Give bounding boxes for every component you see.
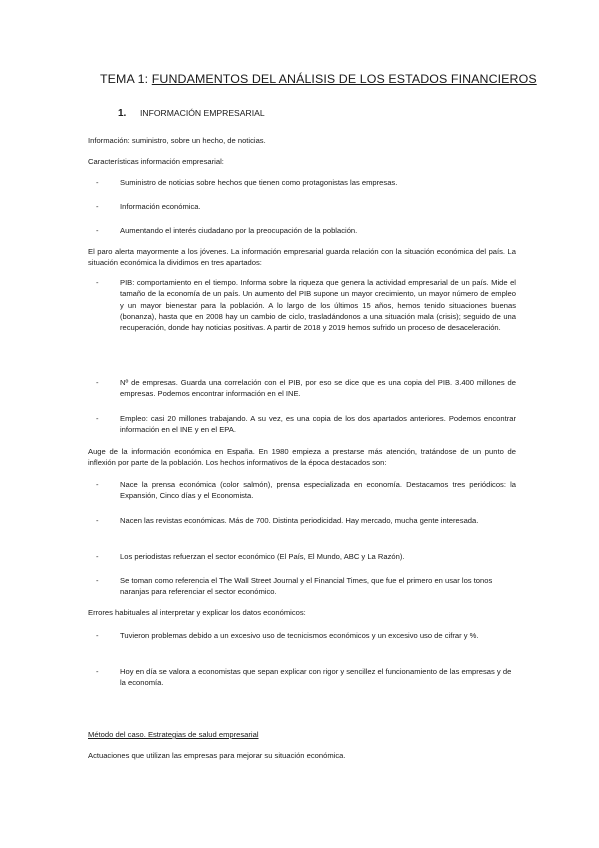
list-item-text: PIB: comportamiento en el tiempo. Informa sobre la riqueza que genera la actividad empresarial de un país. Mide el tamaño de la economía de un país. Un aumento del PIB supone un mayor crecimiento, un mayor número de empleo y un mayor bienestar para la población. A lo largo de los últimos 15 años, hemos tenido situaciones buenas (bonanza), hasta que en 2008 hay un cambio de ciclo, trasladándonos a una situación mala (crisis); seguido de una recuperación, donde hay noticias positivas. A partir de 2018 y 2019 hemos sufrido un proceso de desaceleración. bbox=[120, 278, 516, 333]
bullet-marker: - bbox=[96, 667, 99, 676]
list-item-text: Nº de empresas. Guarda una correlación con el PIB, por eso se dice que es una copia del PIB. 3.400 millones de empresas. Podemos encontrar información en el INE. bbox=[120, 378, 516, 399]
list-item-text: Información económica. bbox=[120, 202, 201, 211]
list-item-text: Hoy en día se valora a economistas que sepan explicar con rigor y sencillez el funcionamiento de las empresas y de la economía. bbox=[120, 667, 512, 688]
list-item bbox=[96, 551, 516, 562]
bullet-marker: - bbox=[96, 178, 99, 187]
auge-paragraph: Auge de la información económica en España. En 1980 empieza a prestarse más atención, tratándose de un punto de inflexión por parte de la población. Los hechos informativos de la época destacados son: bbox=[88, 447, 516, 468]
bullet-marker: - bbox=[96, 552, 99, 561]
bullet-marker: - bbox=[96, 278, 99, 287]
list-item-text: Empleo: casi 20 millones trabajando. A su vez, es una copia de los dos apartados anteriores. Podemos encontrar información en el INE y en el EPA. bbox=[120, 414, 516, 435]
actuaciones-paragraph: Actuaciones que utilizan las empresas para mejorar su situación económica. bbox=[88, 751, 346, 760]
bullet-marker: - bbox=[96, 631, 99, 640]
bullet-marker: - bbox=[96, 226, 99, 235]
list-item bbox=[96, 575, 516, 598]
list-item-text: Suministro de noticias sobre hechos que tienen como protagonistas las empresas. bbox=[120, 178, 398, 187]
section-heading bbox=[118, 108, 265, 119]
title-prefix: TEMA 1: bbox=[100, 72, 152, 86]
bullet-marker: - bbox=[96, 576, 99, 585]
bullet-marker: - bbox=[96, 378, 99, 387]
list-item-text: Aumentando el interés ciudadano por la preocupación de la población. bbox=[120, 226, 358, 235]
list-item bbox=[96, 666, 516, 689]
bullet-marker: - bbox=[96, 202, 99, 211]
list-item bbox=[96, 177, 516, 188]
document-title bbox=[100, 72, 537, 86]
list-item bbox=[96, 630, 516, 641]
metodo-heading: Método del caso. Estrategias de salud empresarial bbox=[88, 730, 259, 739]
list-item-text: Nace la prensa económica (color salmón), prensa especializada en economía. Destacamos tres periódicos: la Expansión, Cinco días y el Economista. bbox=[120, 480, 516, 501]
list-item bbox=[96, 413, 516, 436]
list-item bbox=[96, 479, 516, 502]
errores-heading: Errores habituales al interpretar y explicar los datos económicos: bbox=[88, 608, 306, 617]
title-main: FUNDAMENTOS DEL ANÁLISIS DE LOS ESTADOS FINANCIEROS bbox=[151, 72, 537, 86]
section-title: INFORMACIÓN EMPRESARIAL bbox=[140, 108, 265, 118]
list-item-text: Nacen las revistas económicas. Más de 700. Distinta periodicidad. Hay mercado, mucha gente interesada. bbox=[120, 516, 479, 525]
list-item-text: Los periodistas refuerzan el sector económico (El País, El Mundo, ABC y La Razón). bbox=[120, 552, 405, 561]
list-item-text: Tuvieron problemas debido a un excesivo uso de tecnicismos económicos y un excesivo uso de cifrar y %. bbox=[120, 631, 479, 640]
bullet-marker: - bbox=[96, 480, 99, 489]
list-item bbox=[96, 277, 516, 333]
definition-paragraph: Información: suministro, sobre un hecho, de noticias. bbox=[88, 136, 266, 145]
bullet-marker: - bbox=[96, 414, 99, 423]
list-item bbox=[96, 225, 516, 236]
bullet-marker: - bbox=[96, 516, 99, 525]
list-item bbox=[96, 515, 516, 526]
list-item bbox=[96, 377, 516, 400]
list-item bbox=[96, 201, 516, 212]
paro-paragraph: El paro alerta mayormente a los jóvenes. La información empresarial guarda relación con la situación económica del país. La situación económica la dividimos en tres apartados: bbox=[88, 247, 516, 268]
characteristics-heading: Características información empresarial: bbox=[88, 157, 224, 166]
list-item-text: Se toman como referencia el The Wall Street Journal y el Financial Times, que fue el primero en usar los tonos naranjas para referenciar el sector económico. bbox=[120, 576, 493, 597]
section-number: 1. bbox=[118, 108, 127, 119]
